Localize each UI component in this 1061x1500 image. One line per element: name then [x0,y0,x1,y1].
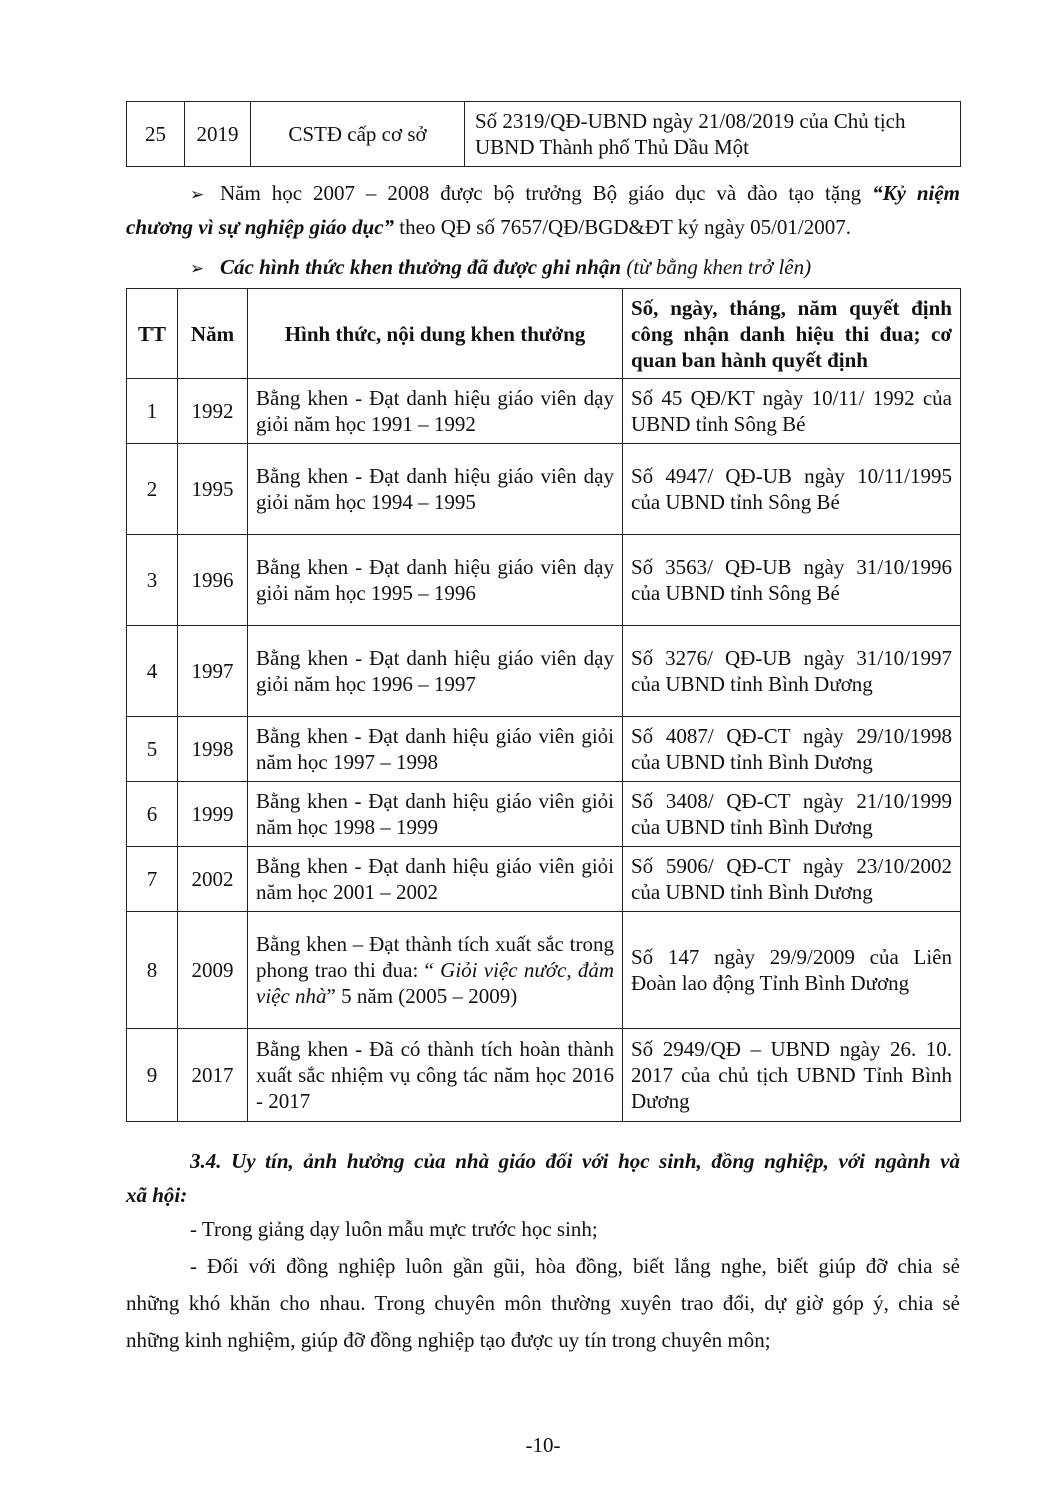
header-decision: Số, ngày, tháng, năm quyết định công nhận danh hiệu thi đua; cơ quan ban hành quyết định [623,289,961,379]
paragraph-2-line2: những khó khăn cho nhau. Trong chuyên môn thường xuyên trao đổi, dự giờ góp ý, chia sẻ [126,1291,960,1315]
cell-content: Bằng khen - Đạt danh hiệu giáo viên dạy giỏi năm học 1995 – 1996 [248,535,623,626]
cell-decision: Số 4947/ QĐ-UB ngày 10/11/1995 của UBND tỉnh Sông Bé [623,444,961,535]
cell-year: 1997 [178,626,248,717]
table-row [127,1029,961,1122]
cell-year: 2002 [178,847,248,912]
cell-year: 1999 [178,782,248,847]
cell-decision: Số 2949/QĐ – UBND ngày 26. 10. 2017 của chủ tịch UBND Tỉnh Bình Dương [623,1029,961,1122]
header-content: Hình thức, nội dung khen thưởng [248,289,623,379]
cell-content: Bằng khen - Đạt danh hiệu giáo viên dạy giỏi năm học 1994 – 1995 [248,444,623,535]
cell-content [248,912,623,1029]
continued-award-table [126,101,961,167]
cell-content: Bằng khen - Đạt danh hiệu giáo viên dạy giỏi năm học 1996 – 1997 [248,626,623,717]
section-heading: 3.4. Uy tín, ảnh hưởng của nhà giáo đối với học sinh, đồng nghiệp, với ngành và [190,1149,960,1173]
table-row [127,626,961,717]
note1-line2 [126,212,960,242]
table-row [127,535,961,626]
cell-year: 1992 [178,379,248,444]
note1-text-end: theo QĐ số 7657/QĐ/BGD&ĐT ký ngày 05/01/2007. [394,215,851,239]
cell-year: 2009 [178,912,248,1029]
content-italic: Giỏi việc nước, đảm việc nhà [256,958,614,1008]
cell-decision: Số 45 QĐ/KT ngày 10/11/ 1992 của UBND tỉnh Sông Bé [623,379,961,444]
table-row [127,717,961,782]
arrow-bullet-icon: ➢ [190,259,205,279]
cell-year: 1996 [178,535,248,626]
header-tt: TT [127,289,178,379]
cell-decision: Số 3276/ QĐ-UB ngày 31/10/1997 của UBND tỉnh Bình Dương [623,626,961,717]
cell-year: 1998 [178,717,248,782]
cell-year: 2017 [178,1029,248,1122]
table-row [127,444,961,535]
note1-text: Năm học 2007 – 2008 được bộ trưởng Bộ giáo dục và đào tạo tặng [220,181,873,205]
cell-tt: 7 [127,847,178,912]
paragraph-2-line1: - Đối với đồng nghiệp luôn gần gũi, hòa đồng, biết lắng nghe, biết giúp đỡ chia sẻ [190,1254,960,1278]
paragraph-2-line3: những kinh nghiệm, giúp đỡ đồng nghiệp tạo được uy tín trong chuyên môn; [126,1328,771,1352]
table-row [127,912,961,1029]
content-text: Bằng khen – Đạt thành tích xuất sắc trong phong trao thi đua: “ [256,932,614,982]
cell-tt: 25 [127,102,185,167]
note1-line1 [126,178,960,210]
cell-year: 2019 [185,102,251,167]
note2-bold: Các hình thức khen thưởng đã được ghi nhận [220,255,622,279]
table-row [127,379,961,444]
paragraph-1: - Trong giảng dạy luôn mẫu mực trước học sinh; [190,1217,598,1241]
cell-tt: 3 [127,535,178,626]
cell-decision: Số 3563/ QĐ-UB ngày 31/10/1996 của UBND tỉnh Sông Bé [623,535,961,626]
cell-tt: 4 [127,626,178,717]
cell-year: 1995 [178,444,248,535]
note2-paren: (từ bằng khen trở lên) [621,255,812,279]
note2-line [126,252,1024,284]
content-text: ” 5 năm (2005 – 2009) [326,984,518,1008]
header-year: Năm [178,289,248,379]
cell-tt: 6 [127,782,178,847]
cell-decision: Số 147 ngày 29/9/2009 của Liên Đoàn lao động Tỉnh Bình Dương [623,912,961,1029]
cell-decision: Số 3408/ QĐ-CT ngày 21/10/1999 của UBND tỉnh Bình Dương [623,782,961,847]
table-row [127,102,961,167]
table-row [127,847,961,912]
note1-quote-end: chương vì sự nghiệp giáo dục” [126,215,395,239]
cell-tt: 8 [127,912,178,1029]
cell-content: Bằng khen - Đã có thành tích hoàn thành xuất sắc nhiệm vụ công tác năm học 2016 - 2017 [248,1029,623,1122]
cell-decision: Số 4087/ QĐ-CT ngày 29/10/1998 của UBND tỉnh Bình Dương [623,717,961,782]
cell-tt: 2 [127,444,178,535]
cell-tt: 1 [127,379,178,444]
note1-quote-start: “Kỷ niệm [872,181,960,205]
cell-tt: 9 [127,1029,178,1122]
cell-decision: Số 5906/ QĐ-CT ngày 23/10/2002 của UBND tỉnh Bình Dương [623,847,961,912]
cell-content: Bằng khen - Đạt danh hiệu giáo viên giỏi năm học 1998 – 1999 [248,782,623,847]
section-heading-cont: xã hội: [126,1183,188,1207]
cell-content: Bằng khen - Đạt danh hiệu giáo viên giỏi năm học 1997 – 1998 [248,717,623,782]
cell-decision: Số 2319/QĐ-UBND ngày 21/08/2019 của Chủ tịch UBND Thành phố Thủ Dầu Một [465,102,961,167]
arrow-bullet-icon: ➢ [190,185,205,205]
cell-title: CSTĐ cấp cơ sở [251,102,465,167]
page-number: -10- [525,1433,561,1457]
cell-content: Bằng khen - Đạt danh hiệu giáo viên dạy giỏi năm học 1991 – 1992 [248,379,623,444]
cell-content: Bằng khen - Đạt danh hiệu giáo viên giỏi năm học 2001 – 2002 [248,847,623,912]
table-header-row [127,289,961,379]
table-row [127,782,961,847]
cell-tt: 5 [127,717,178,782]
awards-table [126,288,961,1122]
